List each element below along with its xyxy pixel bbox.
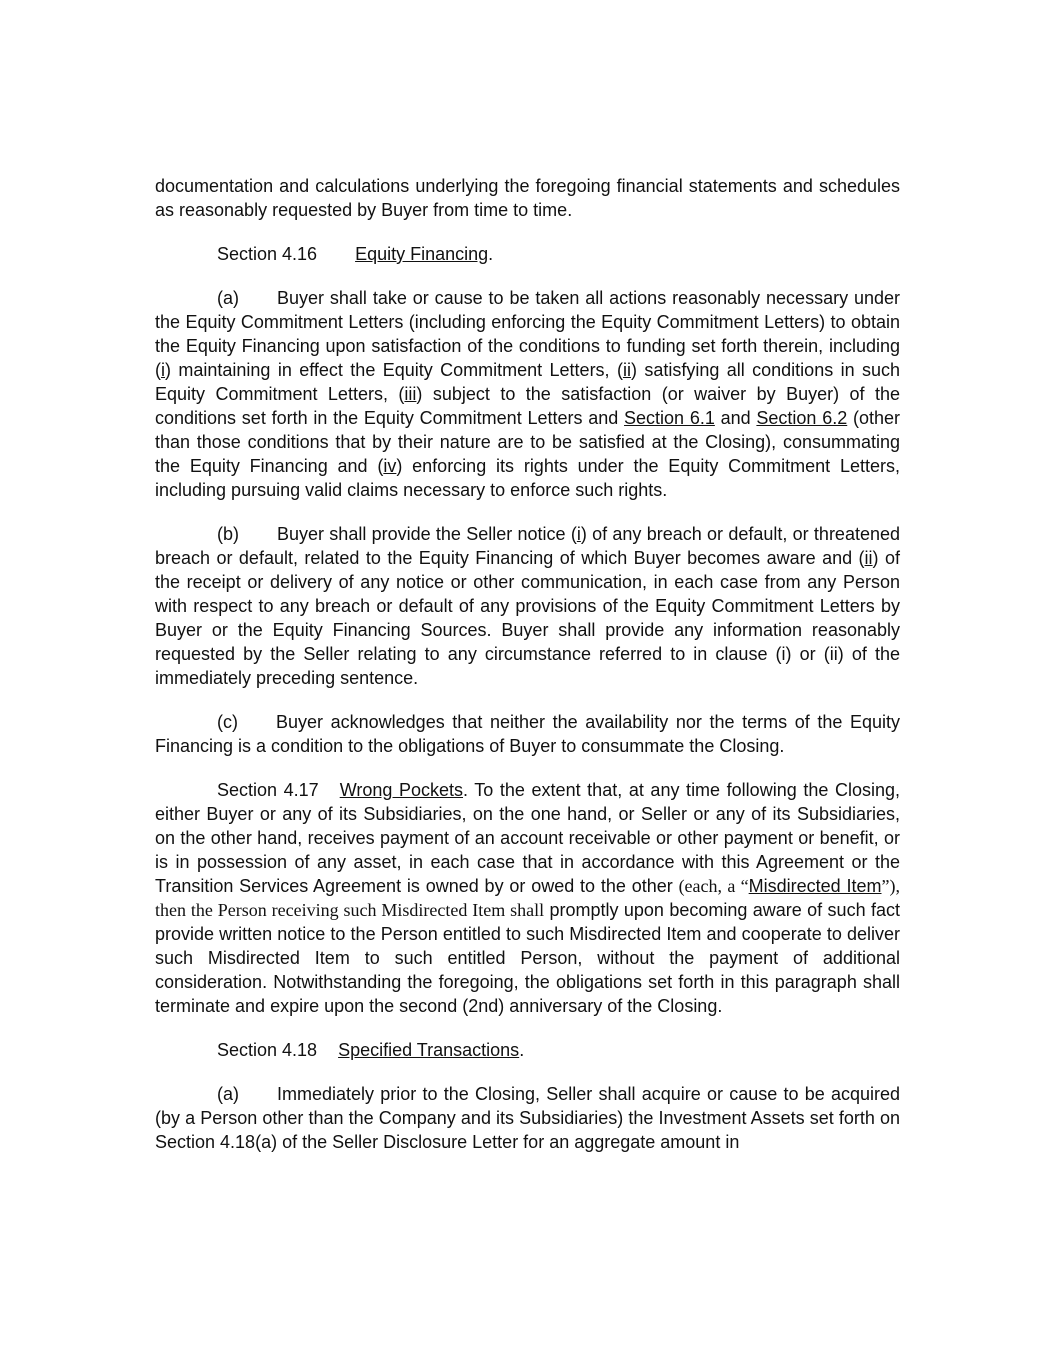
paragraph-continuation: documentation and calculations underlying the foregoing financial statements and schedules as reasonably requested by Buyer from time to time.	[155, 176, 900, 220]
defined-term: Misdirected Item	[748, 876, 882, 896]
section-title: Specified Transactions	[338, 1040, 520, 1060]
section-4-16-c: (c) Buyer acknowledges that neither the availability nor the terms of the Equity Financing is a condition to the obligations of Buyer to consummate the Closing.	[155, 712, 900, 756]
section-4-16-heading: Section 4.16 Equity Financing.	[217, 244, 494, 264]
clause-label: (c)	[217, 712, 238, 732]
section-4-18-a: (a) Immediately prior to the Closing, Seller shall acquire or cause to be acquired (by a Person other than the Company and its Subsidiaries) the Investment Assets set forth on Section 4.18(a) of the Seller Disclosure Letter for an aggregate amount in	[155, 1084, 900, 1152]
section-number: Section 4.16	[217, 244, 318, 264]
clause-label: (a)	[217, 1084, 239, 1104]
section-4-17: Section 4.17 Wrong Pockets. To the extent that, at any time following the Closing, either Buyer or any of its Subsidiaries, on the one hand, or Seller or any of its Subsidiaries, on the other hand, receives payment of an account receivable or other payment or benefit, or is in possession of any asset, in each case that in accordance with this Agreement or the Transition Services Agreement is owned by or owed to the other (each, a “Misdirected Item”), then the Person receiving such Misdirected Item shall promptly upon becoming aware of such fact provide written notice to the Person entitled to such Misdirected Item and cooperate to deliver such Misdirected Item to such entitled Person, without the payment of additional consideration. Notwithstanding the foregoing, the obligations set forth in this paragraph shall terminate and expire upon the second (2nd) anniversary of the Closing.	[155, 780, 900, 1016]
cross-reference: Section 6.2	[756, 408, 848, 428]
cross-reference: Section 6.1	[624, 408, 715, 428]
section-number: Section 4.18	[217, 1040, 318, 1060]
section-4-16-b: (b) Buyer shall provide the Seller notice (i) of any breach or default, or threatened breach or default, related to the Equity Financing of which Buyer becomes aware and (ii) of the receipt or delivery of any notice or other communication, in each case from any Person with respect to any breach or default of any provisions of the Equity Commitment Letters by Buyer or the Equity Financing Sources. Buyer shall provide any information reasonably requested by the Seller relating to any circumstance referred to in clause (i) or (ii) of the immediately preceding sentence.	[155, 524, 901, 688]
section-title: Equity Financing	[355, 244, 489, 264]
section-title: Wrong Pockets	[339, 780, 464, 800]
section-4-16-a: (a) Buyer shall take or cause to be taken all actions reasonably necessary under the Equity Commitment Letters (including enforcing the Equity Commitment Letters) to obtain the Equity Financing upon satisfaction of the conditions to funding set forth therein, including (i) maintaining in effect the Equity Commitment Letters, (ii) satisfying all conditions in such Equity Commitment Letters, (iii) subject to the satisfaction (or waiver by Buyer) of the conditions set forth in the Equity Commitment Letters and Section 6.1 and Section 6.2 (other than those conditions that by their nature are to be satisfied at the Closing), consummating the Equity Financing and (iv) enforcing its rights under the Equity Commitment Letters, including pursuing valid claims necessary to enforce such rights.	[155, 288, 901, 500]
clause-label: (b)	[217, 524, 239, 544]
section-number: Section 4.17	[217, 780, 319, 800]
document-body	[155, 174, 900, 1174]
section-4-18-heading: Section 4.18 Specified Transactions.	[217, 1040, 525, 1060]
clause-label: (a)	[217, 288, 239, 308]
